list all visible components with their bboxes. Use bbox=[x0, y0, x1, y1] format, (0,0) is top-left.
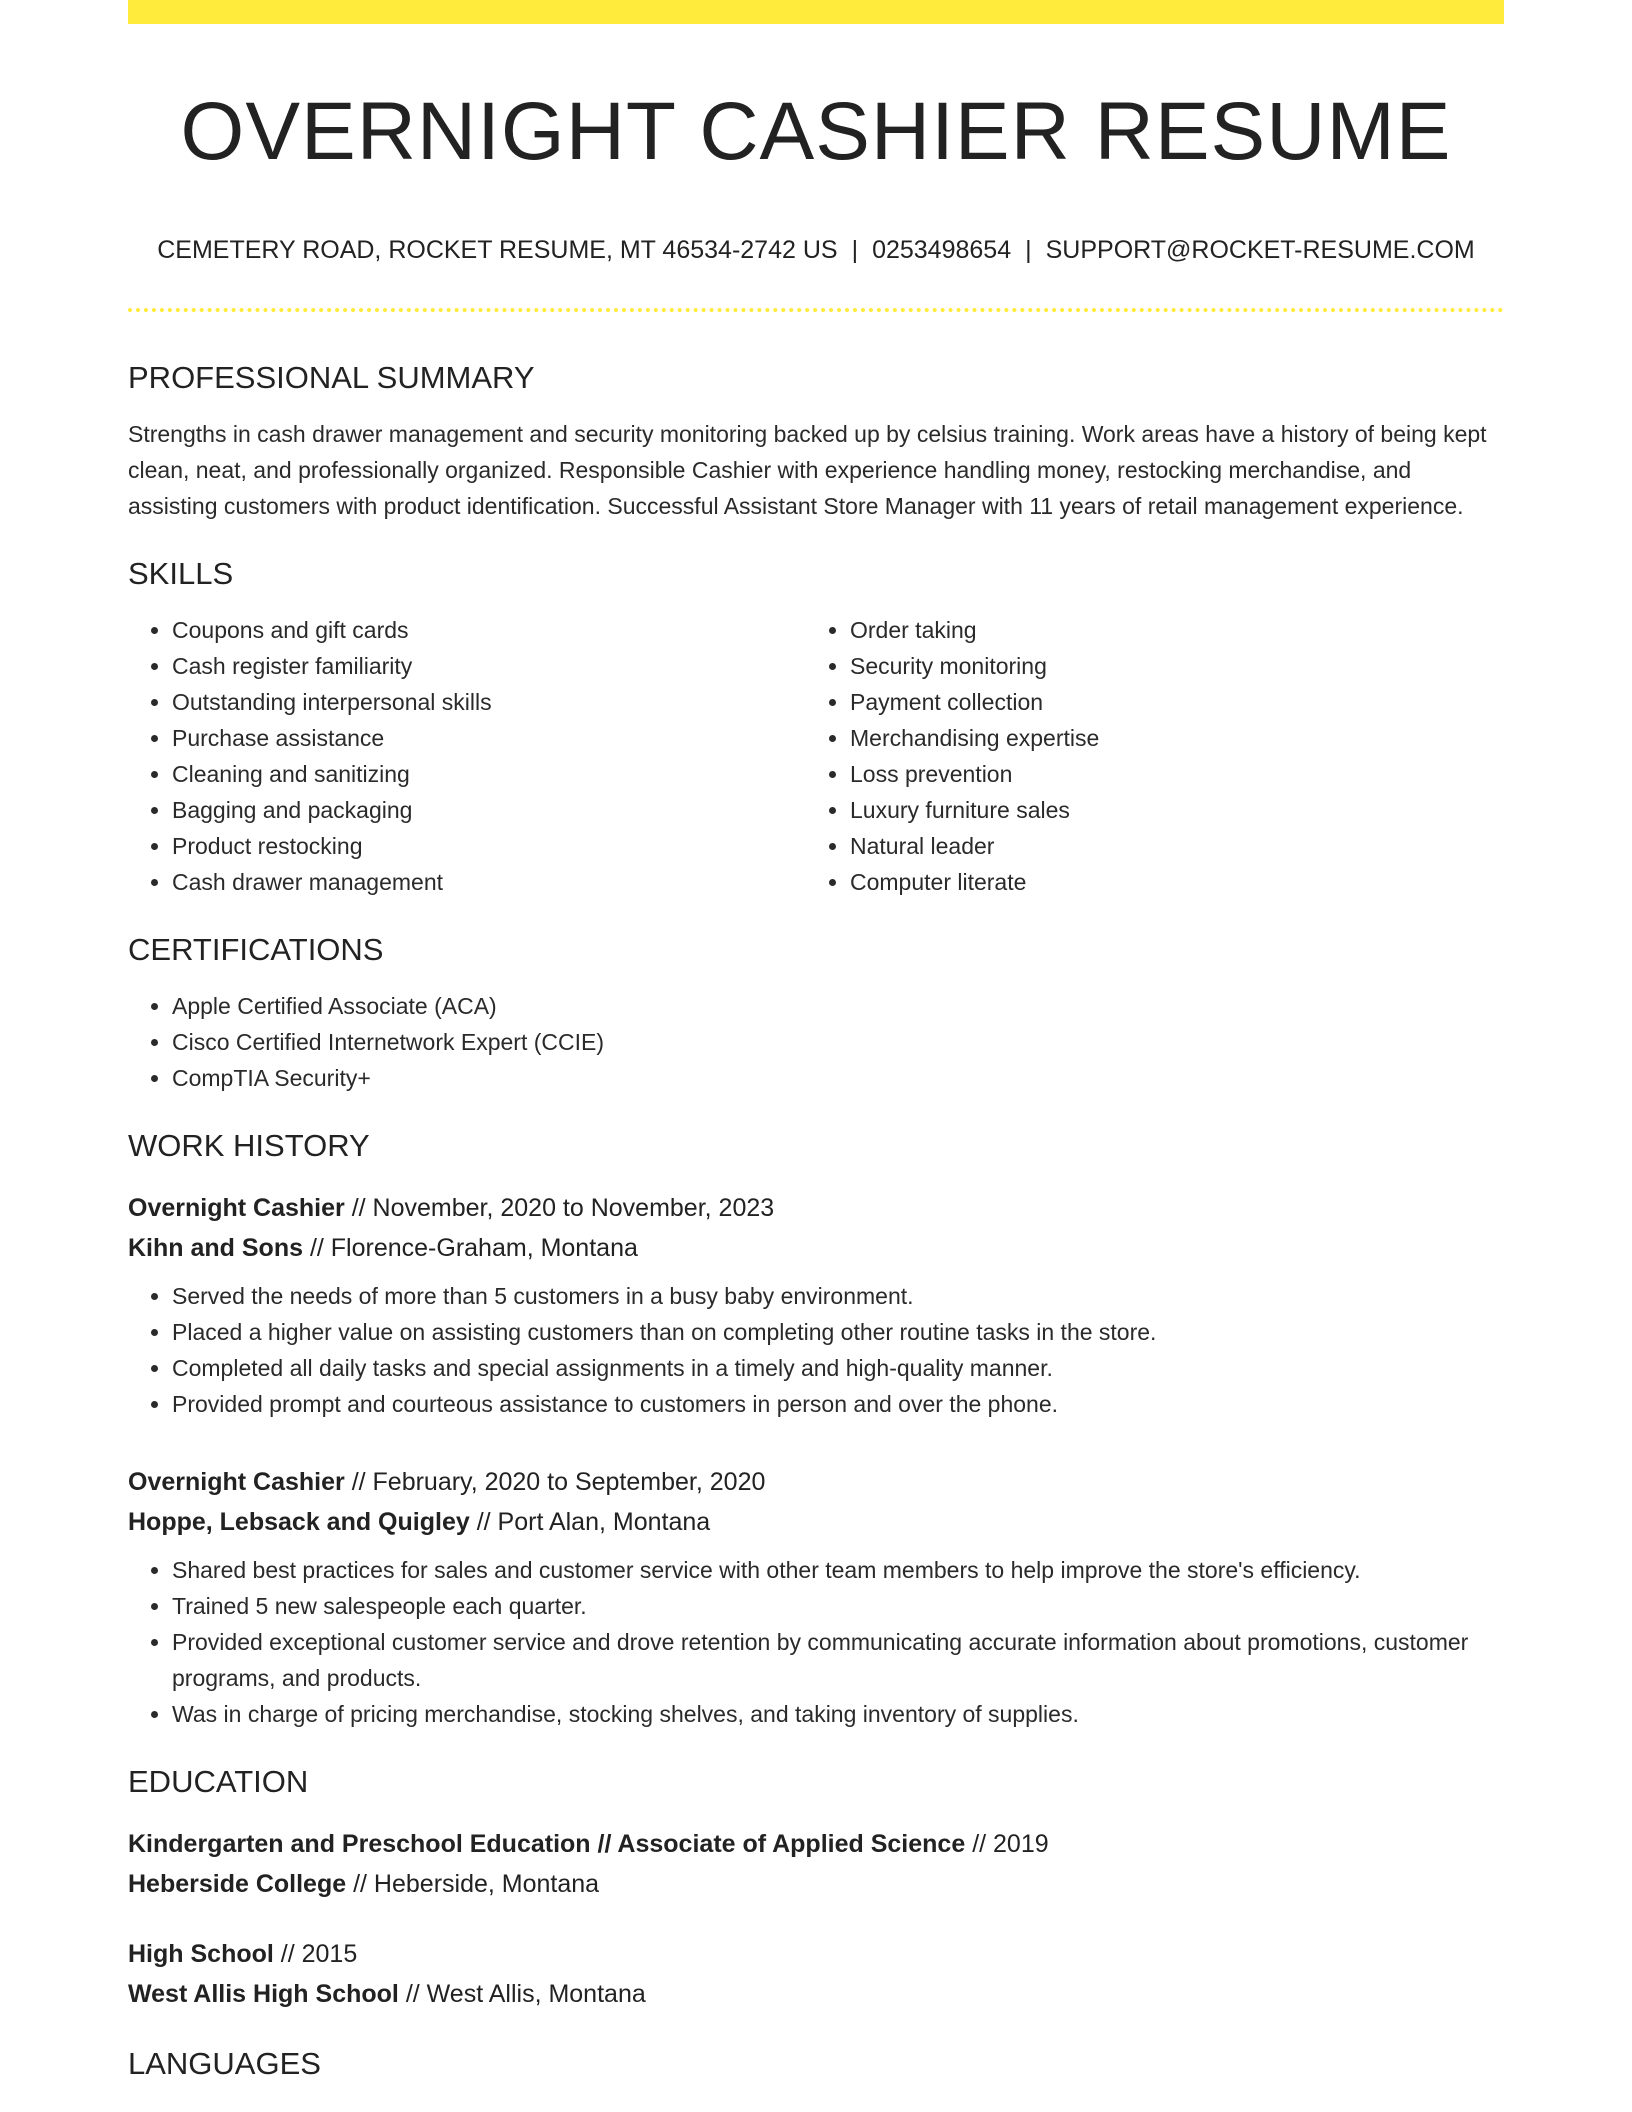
accent-top-bar bbox=[128, 0, 1504, 24]
job-title: Overnight Cashier bbox=[128, 1194, 345, 1222]
education-school-line bbox=[128, 1974, 1504, 2014]
skill-item: • Cash register familiarity bbox=[172, 648, 806, 684]
education-location: // Heberside, Montana bbox=[353, 1870, 600, 1898]
skill-item: • Luxury furniture sales bbox=[850, 792, 1484, 828]
job-dates: // February, 2020 to September, 2020 bbox=[351, 1468, 766, 1496]
job-entry bbox=[128, 1462, 1504, 1732]
job-title-line bbox=[128, 1188, 1504, 1228]
skill-item: • Natural leader bbox=[850, 828, 1484, 864]
job-title: Overnight Cashier bbox=[128, 1468, 345, 1496]
section-heading-education: EDUCATION bbox=[128, 1764, 309, 1799]
job-dates: // November, 2020 to November, 2023 bbox=[351, 1194, 775, 1222]
skills-list-left bbox=[128, 612, 806, 900]
job-bullets bbox=[128, 1552, 1504, 1732]
education-degree-line bbox=[128, 1934, 1504, 1974]
education-entry bbox=[128, 1824, 1504, 1904]
skill-item: • Purchase assistance bbox=[172, 720, 806, 756]
resume-content bbox=[128, 24, 1504, 2084]
job-title-line bbox=[128, 1462, 1504, 1502]
education-section bbox=[128, 1762, 1504, 2014]
skill-item: • Order taking bbox=[850, 612, 1484, 648]
section-heading-work-history: WORK HISTORY bbox=[128, 1128, 370, 1163]
skill-item: • Security monitoring bbox=[850, 648, 1484, 684]
work-history-section bbox=[128, 1126, 1504, 1732]
skill-item: • Bagging and packaging bbox=[172, 792, 806, 828]
job-location: // Port Alan, Montana bbox=[476, 1508, 711, 1536]
contact-line bbox=[128, 234, 1504, 266]
certifications-section bbox=[128, 930, 1504, 1096]
job-bullet: • Provided exceptional customer service and drove retention by communicating accurate information about promotions, customer programs, and products. bbox=[172, 1624, 1504, 1696]
education-school-line bbox=[128, 1864, 1504, 1904]
skills-list-right bbox=[806, 612, 1484, 900]
education-degree: Kindergarten and Preschool Education // Associate of Applied Science bbox=[128, 1830, 966, 1858]
job-bullet: • Shared best practices for sales and customer service with other team members to help improve the store's efficiency. bbox=[172, 1552, 1504, 1588]
education-year: // 2019 bbox=[972, 1830, 1049, 1858]
job-bullet: • Completed all daily tasks and special assignments in a timely and high-quality manner. bbox=[172, 1350, 1504, 1386]
education-year: // 2015 bbox=[280, 1940, 358, 1968]
job-company: Hoppe, Lebsack and Quigley bbox=[128, 1508, 470, 1536]
certifications-list bbox=[128, 988, 1504, 1096]
education-school: West Allis High School bbox=[128, 1980, 399, 2008]
contact-separator: | bbox=[1025, 236, 1032, 264]
summary-section bbox=[128, 358, 1504, 524]
contact-address: CEMETERY ROAD, ROCKET RESUME, MT 46534-2742 US bbox=[157, 236, 838, 264]
job-company-line bbox=[128, 1228, 1504, 1268]
skills-columns bbox=[128, 612, 1504, 900]
job-bullet: • Provided prompt and courteous assistance to customers in person and over the phone. bbox=[172, 1386, 1504, 1422]
education-school: Heberside College bbox=[128, 1870, 347, 1898]
education-entry bbox=[128, 1934, 1504, 2014]
skill-item: • Merchandising expertise bbox=[850, 720, 1484, 756]
skill-item: • Payment collection bbox=[850, 684, 1484, 720]
skill-item: • Product restocking bbox=[172, 828, 806, 864]
job-bullet: • Trained 5 new salespeople each quarter. bbox=[172, 1588, 1504, 1624]
skill-item: • Cleaning and sanitizing bbox=[172, 756, 806, 792]
certification-item: • Apple Certified Associate (ACA) bbox=[172, 988, 1504, 1024]
job-bullet: • Served the needs of more than 5 customers in a busy baby environment. bbox=[172, 1278, 1504, 1314]
education-degree: High School bbox=[128, 1940, 274, 1968]
section-heading-skills: SKILLS bbox=[128, 556, 234, 591]
job-company: Kihn and Sons bbox=[128, 1234, 303, 1262]
section-heading-summary: PROFESSIONAL SUMMARY bbox=[128, 360, 535, 395]
skills-section bbox=[128, 554, 1504, 900]
job-bullets bbox=[128, 1278, 1504, 1422]
skill-item: • Computer literate bbox=[850, 864, 1484, 900]
job-company-line bbox=[128, 1502, 1504, 1542]
job-bullet: • Placed a higher value on assisting customers than on completing other routine tasks in the store. bbox=[172, 1314, 1504, 1350]
certification-item: • Cisco Certified Internetwork Expert (CCIE) bbox=[172, 1024, 1504, 1060]
summary-text: Strengths in cash drawer management and security monitoring backed up by celsius training. Work areas have a history of being kept clean, neat, and professionally organized. Responsible Cashier with experience handling money, restocking merchandise, and assisting customers with product identification. Successful Assistant Store Manager with 11 years of retail management experience. bbox=[128, 421, 1487, 519]
education-degree-line bbox=[128, 1824, 1504, 1864]
job-location: // Florence-Graham, Montana bbox=[309, 1234, 638, 1262]
certification-item: • CompTIA Security+ bbox=[172, 1060, 1504, 1096]
skill-item: • Outstanding interpersonal skills bbox=[172, 684, 806, 720]
section-heading-certifications: CERTIFICATIONS bbox=[128, 932, 384, 967]
resume-title: OVERNIGHT CASHIER RESUME bbox=[180, 86, 1452, 177]
languages-section bbox=[128, 2044, 1504, 2084]
contact-email: SUPPORT@ROCKET-RESUME.COM bbox=[1045, 236, 1475, 264]
education-location: // West Allis, Montana bbox=[405, 1980, 646, 2008]
dotted-divider bbox=[128, 308, 1504, 312]
skill-item: • Loss prevention bbox=[850, 756, 1484, 792]
contact-phone: 0253498654 bbox=[872, 236, 1012, 264]
skill-item: • Cash drawer management bbox=[172, 864, 806, 900]
contact-separator: | bbox=[851, 236, 859, 264]
skill-item: • Coupons and gift cards bbox=[172, 612, 806, 648]
job-entry bbox=[128, 1188, 1504, 1422]
job-bullet: • Was in charge of pricing merchandise, stocking shelves, and taking inventory of supplies. bbox=[172, 1696, 1504, 1732]
section-heading-languages: LANGUAGES bbox=[128, 2046, 321, 2081]
